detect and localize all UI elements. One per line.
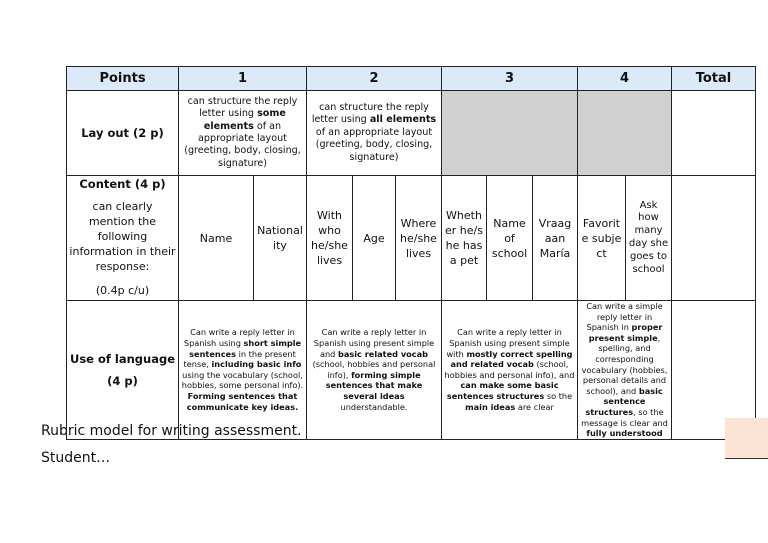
content-total-cell xyxy=(672,176,756,301)
language-level-4: Can write a simple reply letter in Spanish in proper present simple, spelling, and corresponding vocabulary (hobbies, personal details and school), and basic sentence structures, so the message is clear and fully understood xyxy=(578,301,672,440)
content-item: Nationality xyxy=(254,176,307,301)
header-total: Total xyxy=(672,67,756,91)
layout-total-cell xyxy=(672,91,756,176)
header-points: Points xyxy=(67,67,179,91)
content-item: Favorite subject xyxy=(578,176,626,301)
layout-level-3-shaded xyxy=(442,91,578,176)
layout-row-label: Lay out (2 p) xyxy=(67,91,179,176)
language-level-2: Can write a reply letter in Spanish using present simple and basic related vocab (school, hobbies and personal info), forming simple sentences that make several ideas understandable. xyxy=(307,301,442,440)
language-level-1: Can write a reply letter in Spanish using short simple sentences in the present tense, including basic info using the vocabulary (school, hobbies, some personal info). Forming sentences that communicate key ideas. xyxy=(179,301,307,440)
header-level-2: 2 xyxy=(307,67,442,91)
content-item: Vraag aan María xyxy=(533,176,578,301)
content-row xyxy=(67,176,756,301)
content-item: Name of school xyxy=(487,176,533,301)
layout-level-2: can structure the reply letter using all elements of an appropriate layout (greeting, body, closing, signature) xyxy=(307,91,442,176)
grade-box xyxy=(725,418,768,459)
language-row xyxy=(67,301,756,440)
content-item: Where he/she lives xyxy=(396,176,442,301)
header-row xyxy=(67,67,756,91)
language-points: (4 p) xyxy=(107,373,138,388)
table-caption: Rubric model for writing assessment. xyxy=(41,423,302,439)
content-item: Age xyxy=(353,176,396,301)
content-points-each: (0.4p c/u) xyxy=(95,284,150,297)
layout-level-4-shaded xyxy=(578,91,672,176)
content-title: Content (4 p) xyxy=(79,177,166,191)
content-item: Name xyxy=(179,176,254,301)
language-row-label xyxy=(67,301,179,440)
student-label: Student… xyxy=(41,450,111,466)
content-item: With who he/she lives xyxy=(307,176,353,301)
content-item: Ask how many day she goes to school xyxy=(626,176,672,301)
layout-level-1: can structure the reply letter using some elements of an appropriate layout (greeting, body, closing, signature) xyxy=(179,91,307,176)
header-level-4: 4 xyxy=(578,67,672,91)
language-title: Use of language xyxy=(70,351,175,366)
language-level-3: Can write a reply letter in Spanish using present simple with mostly correct spelling and related vocab (school, hobbies and personal info), and can make some basic sentences structures so the main ideas are clear xyxy=(442,301,578,440)
header-level-3: 3 xyxy=(442,67,578,91)
layout-row xyxy=(67,91,756,176)
content-item: Whether he/she has a pet xyxy=(442,176,487,301)
header-level-1: 1 xyxy=(179,67,307,91)
content-row-label xyxy=(67,176,179,301)
rubric-table xyxy=(66,66,756,440)
content-description: can clearly mention the following information in their response: xyxy=(69,200,176,273)
